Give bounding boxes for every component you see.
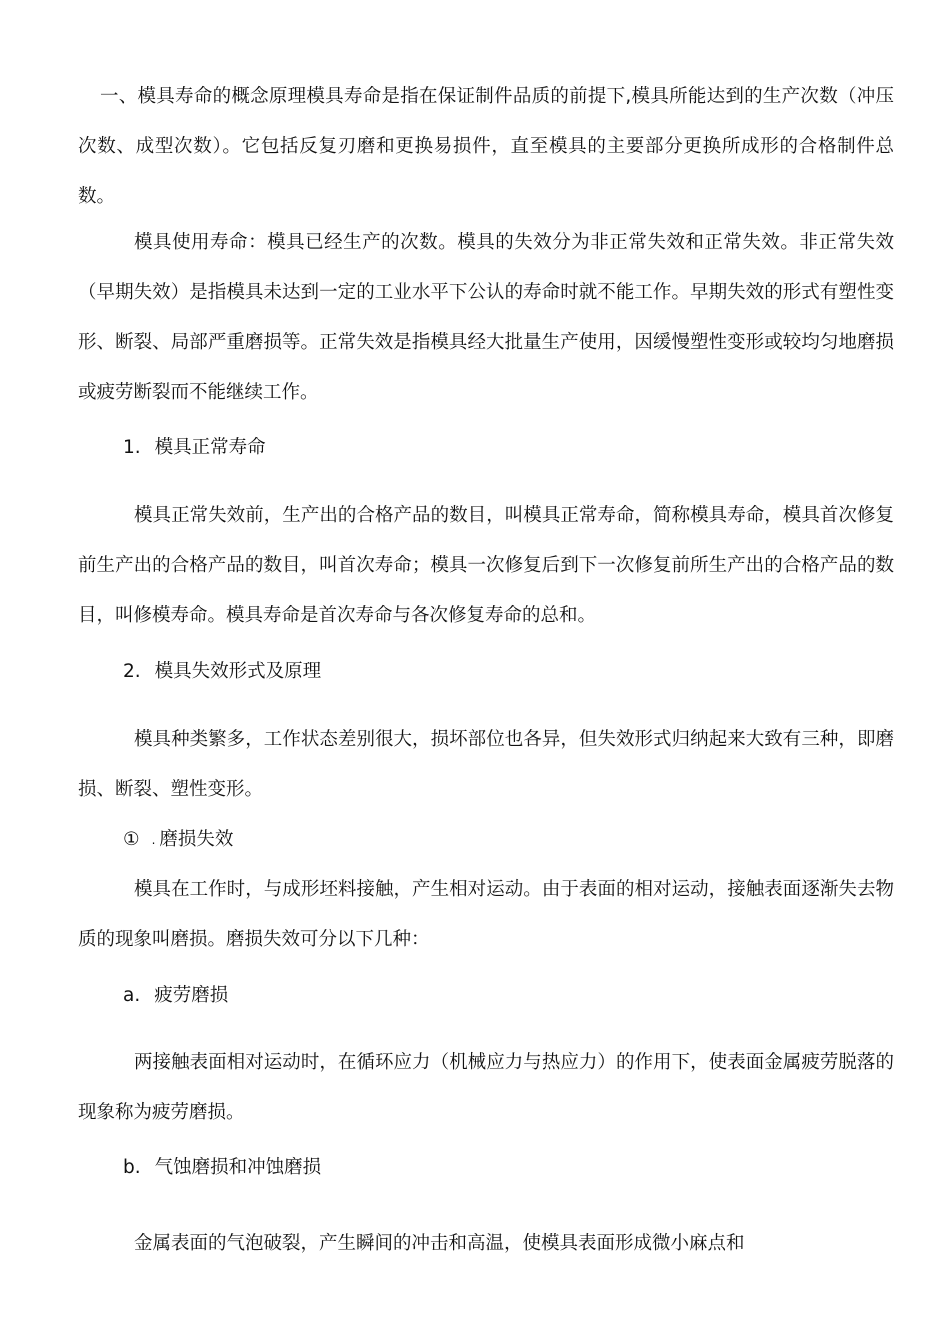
heading-fatigue-wear bbox=[123, 983, 228, 1009]
cavitation-paragraph: 金属表面的气泡破裂，产生瞬间的冲击和高温，使模具表面形成微小麻点和 bbox=[134, 1233, 745, 1254]
heading-text: 模具正常寿命 bbox=[154, 437, 266, 458]
heading-normal-life bbox=[123, 435, 266, 461]
intro-paragraph: 一、模具寿命的概念原理模具寿命是指在保证制件品质的前提下,模具所能达到的生产次数（冲压次数、成型次数）。它包括反复刃磨和更换易损件，直至模具的主要部分更换所成形的合格制件总数。 bbox=[78, 86, 894, 207]
heading-text: 疲劳磨损 bbox=[154, 985, 229, 1006]
heading-number: b. bbox=[123, 1157, 141, 1178]
fatigue-paragraph: 两接触表面相对运动时，在循环应力（机械应力与热应力）的作用下，使表面金属疲劳脱落的现象称为疲劳磨损。 bbox=[78, 1052, 894, 1123]
normal-life-paragraph: 模具正常失效前，生产出的合格产品的数目，叫模具正常寿命，简称模具寿命，模具首次修复前生产出的合格产品的数目，叫首次寿命；模具一次修复后到下一次修复前所生产出的合格产品的数目，叫修模寿命。模具寿命是首次寿命与各次修复寿命的总和。 bbox=[78, 505, 894, 626]
failure-forms-paragraph: 模具种类繁多，工作状态差别很大，损坏部位也各异，但失效形式归纳起来大致有三种，即磨损、断裂、塑性变形。 bbox=[78, 729, 894, 800]
heading-text: 模具失效形式及原理 bbox=[154, 661, 322, 682]
heading-text: 气蚀磨损和冲蚀磨损 bbox=[154, 1157, 322, 1178]
heading-text: 磨损失效 bbox=[159, 829, 234, 850]
heading-number: a. bbox=[123, 985, 141, 1006]
heading-number: 1. bbox=[123, 437, 141, 458]
heading-number: 2. bbox=[123, 661, 141, 682]
heading-number: ① bbox=[123, 829, 140, 850]
heading-failure-forms bbox=[123, 659, 321, 685]
usage-life-paragraph: 模具使用寿命：模具已经生产的次数。模具的失效分为非正常失效和正常失效。非正常失效（早期失效）是指模具未达到一定的工业水平下公认的寿命时就不能工作。早期失效的形式有塑性变形、断裂、局部严重磨损等。正常失效是指模具经大批量生产使用，因缓慢塑性变形或较均匀地磨损或疲劳断裂而不能继续工作。 bbox=[78, 232, 894, 403]
wear-paragraph: 模具在工作时，与成形坯料接触，产生相对运动。由于表面的相对运动，接触表面逐渐失去物质的现象叫磨损。磨损失效可分以下几种： bbox=[78, 879, 894, 950]
heading-cavitation-wear bbox=[123, 1155, 321, 1181]
heading-dot: . bbox=[151, 833, 156, 847]
heading-wear-failure bbox=[123, 827, 233, 853]
